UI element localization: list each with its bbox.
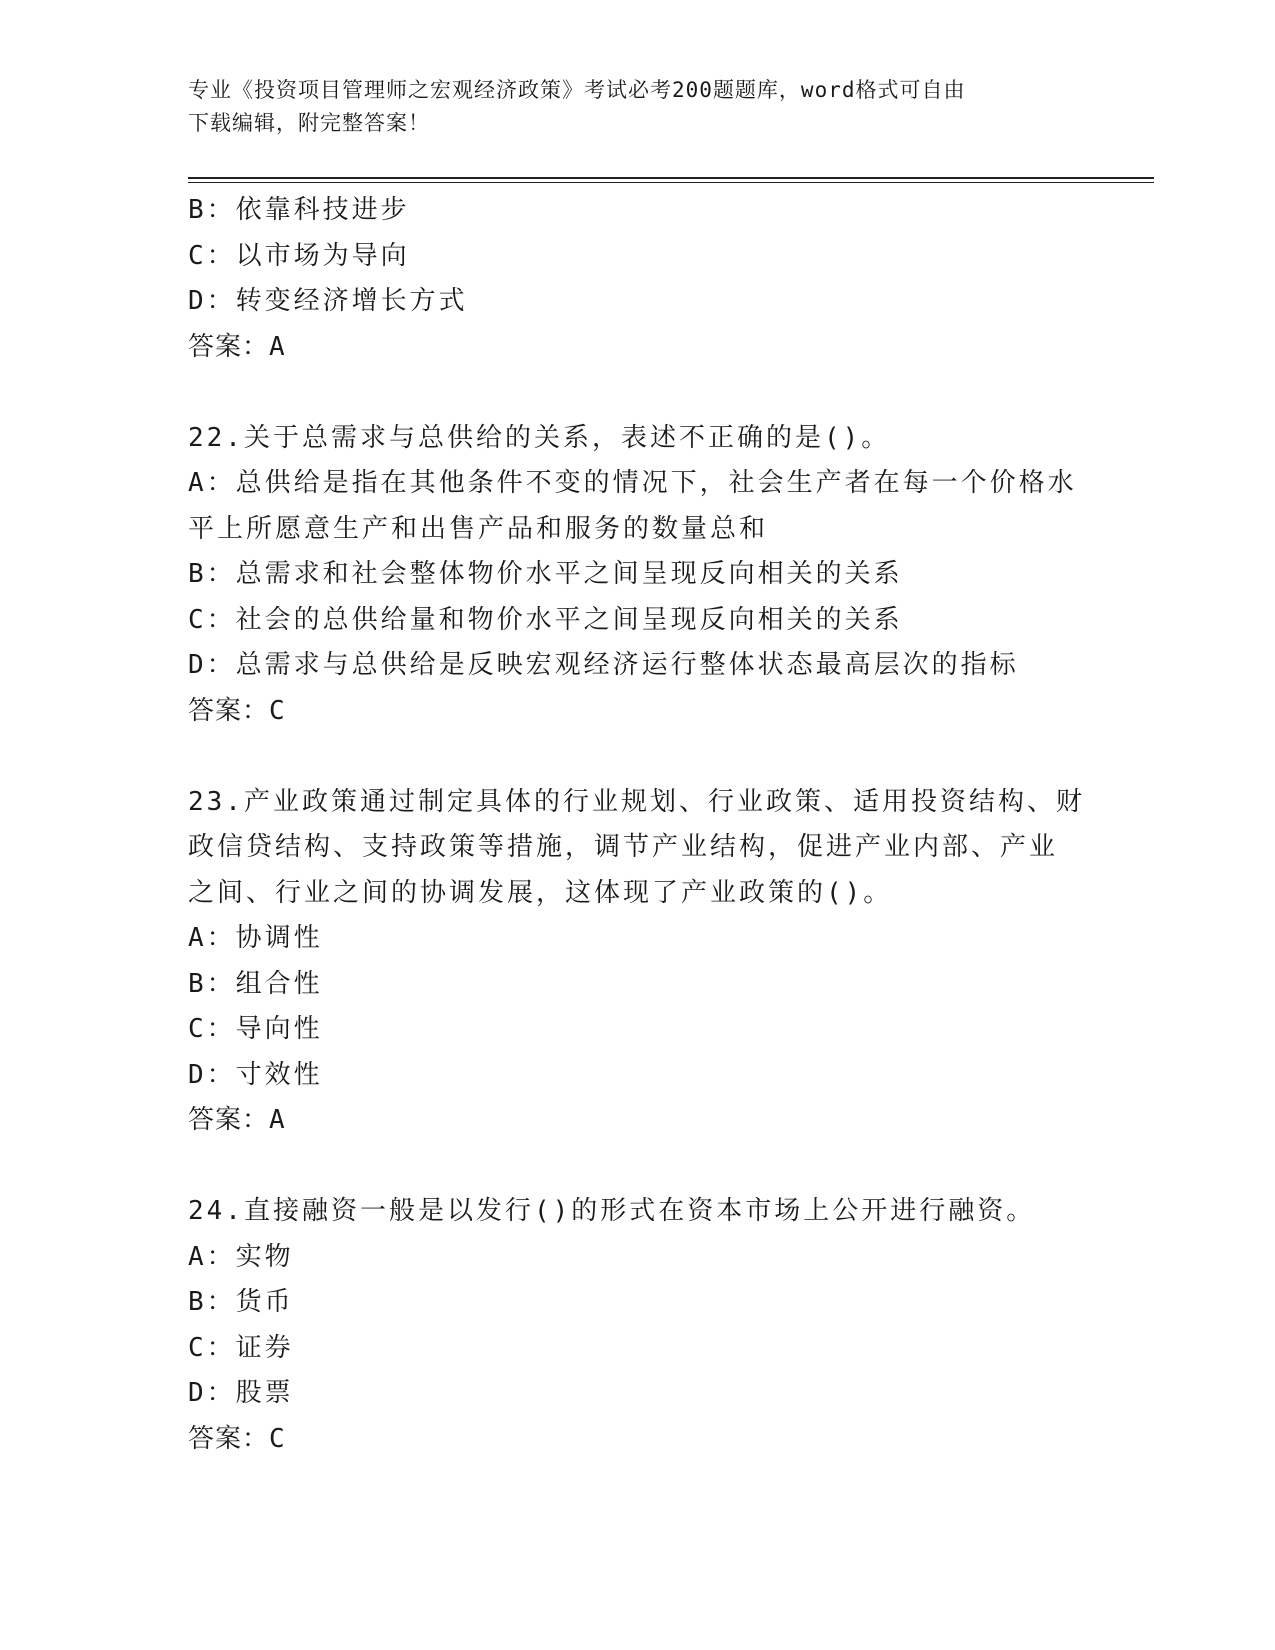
header-line-2: 下载编辑，附完整答案！ [188,111,430,135]
option-b: B：依靠科技进步 [188,195,410,225]
option-b: B：货币 [188,1287,294,1317]
option-a: A：总供给是指在其他条件不变的情况下，社会生产者在每一个价格水 [188,468,1077,498]
option-c: C：导向性 [188,1014,323,1044]
question-stem-continued: 政信贷结构、支持政策等措施，调节产业结构，促进产业内部、产业 [188,832,1059,862]
answer-label: 答案： [188,331,270,362]
spacer [188,1144,1088,1190]
spacer [188,370,1088,416]
option-c: C：社会的总供给量和物价水平之间呈现反向相关的关系 [188,604,903,635]
answer-value: C [269,695,288,726]
option-c: C：证券 [188,1332,294,1363]
answer-label: 答案： [188,695,270,726]
answer-line [188,1417,1088,1463]
question-stem: 23.产业政策通过制定具体的行业规划、行业政策、适用投资结构、财 [188,786,1085,817]
option-c: C：以市场为导向 [188,240,410,271]
question-stem: 22.关于总需求与总供给的关系，表述不正确的是()。 [188,422,891,453]
answer-label: 答案： [188,1423,270,1454]
header-line-1: 专业《投资项目管理师之宏观经济政策》考试必考200题题库，word格式可自由 [188,78,966,102]
spacer [188,734,1088,780]
answer-label: 答案： [188,1105,270,1135]
option-a: A：协调性 [188,923,323,953]
option-b: B：组合性 [188,968,323,999]
answer-line [188,325,1088,371]
option-d: D：股票 [188,1378,294,1408]
answer-value: C [269,1423,288,1454]
option-d: D：总需求与总供给是反映宏观经济运行整体状态最高层次的指标 [188,650,1019,680]
question-24 [188,1189,1088,1462]
option-b: B：总需求和社会整体物价水平之间呈现反向相关的关系 [188,559,903,589]
question-content [188,188,1088,1462]
question-stem: 24.直接融资一般是以发行()的形式在资本市场上公开进行融资。 [188,1196,1036,1226]
question-22 [188,416,1088,735]
answer-value: A [269,331,288,362]
answer-value: A [269,1105,288,1135]
option-d: D：转变经济增长方式 [188,286,468,316]
question-23 [188,780,1088,1144]
option-d: D：寸效性 [188,1059,323,1090]
option-a-continued: 平上所愿意生产和出售产品和服务的数量总和 [188,513,769,544]
answer-line [188,689,1088,735]
header-divider [188,177,1154,183]
answer-line [188,1098,1088,1144]
option-a: A：实物 [188,1241,294,1272]
question-21-continuation [188,188,1088,370]
question-stem-continued: 之间、行业之间的协调发展，这体现了产业政策的()。 [188,877,893,908]
document-header [188,74,1068,140]
